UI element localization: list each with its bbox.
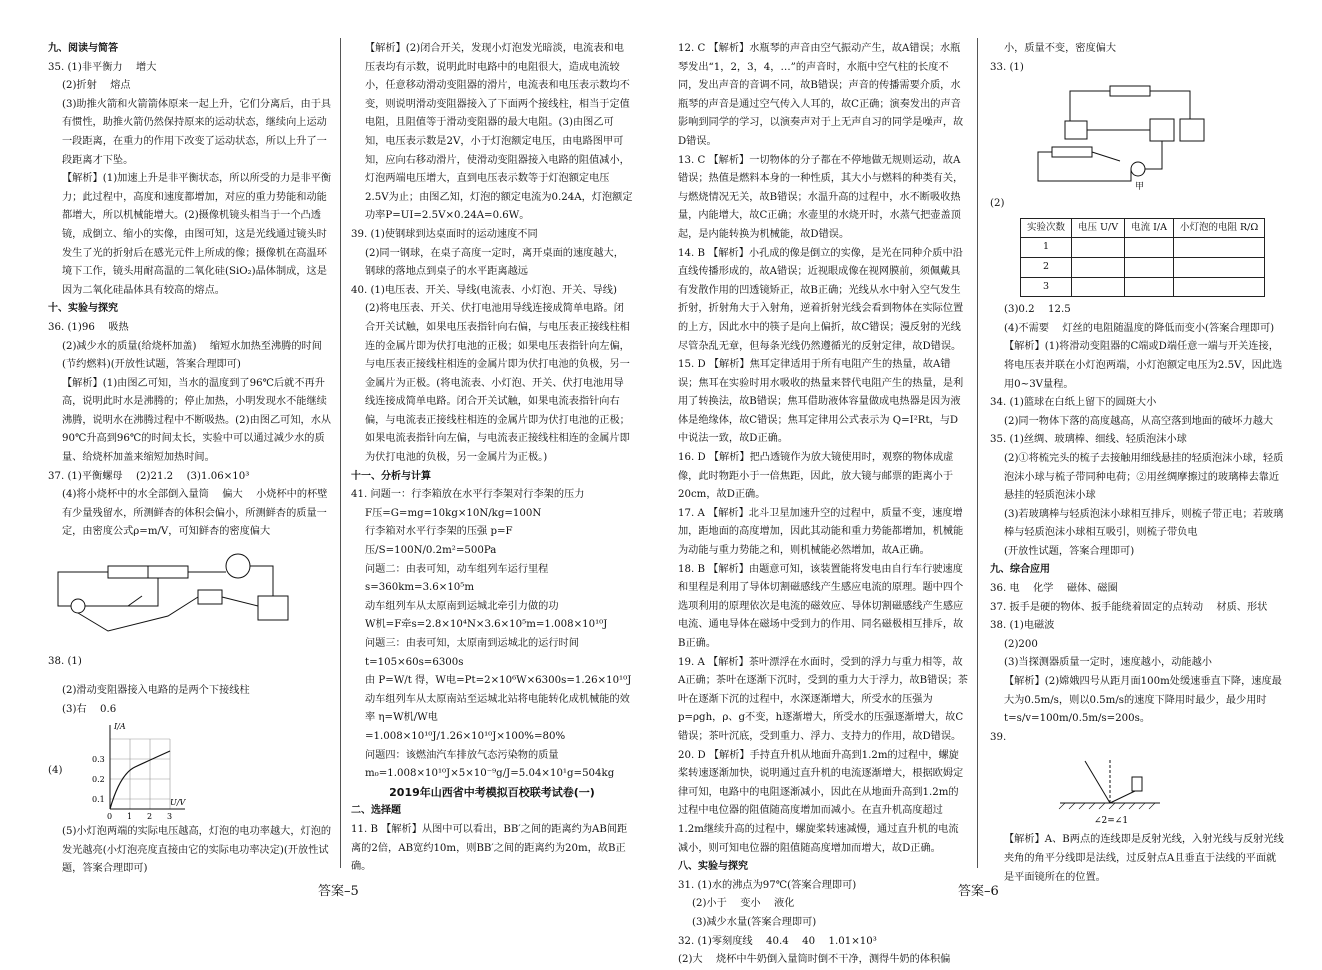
text-line: (2)小于 变小 液化: [692, 898, 795, 910]
text-line: 18. B 【解析】由题意可知，该装置能将发电由自行车行驶速度和里程是利用了导体切割磁感线产生感应电流的原理。题中四个选项利用的原理依次是电流的磁效应、导体切割磁感线产生感应电流、通电导体在磁场中受到力的作用、同名磁极相互排斥，故B正确。: [678, 563, 964, 649]
q38-4-label: (4): [48, 764, 63, 776]
text-line: 17. A 【解析】北斗卫星加速升空的过程中，质量不变，速度增加，距地面的高度增加，因此其动能和重力势能都增加，机械能为动能与重力势能之和，则机械能必然增加，故A正确。: [678, 507, 964, 557]
col1-text: [48, 40, 334, 542]
col1b-text: [48, 682, 334, 719]
graph-xtick: 2: [147, 812, 153, 822]
text-line: 35. (1)非平衡力 增大: [48, 61, 157, 73]
text-line: 16. D 【解析】把凸透镜作为放大镜使用时，观察的物体成虚像，此时物距小于一倍焦距，因此，放大镜与邮票的距离小于20cm，故D正确。: [678, 452, 954, 501]
text-line: (3)当探测器质量一定时，速度越小，动能越小: [1004, 657, 1212, 669]
text-line: 38. (1)电磁波: [990, 620, 1055, 632]
graph-ytick: 0.1: [92, 795, 106, 805]
text-line: W机=F牵s=2.8×10⁴N×3.6×10⁵m=1.008×10¹⁰J: [365, 619, 608, 631]
graph-xtick: 0: [107, 812, 113, 822]
text-line: (3)减少水量(答案合理即可): [692, 916, 817, 928]
graph-ytick: 0.3: [92, 755, 106, 765]
table-header-row: [1021, 218, 1265, 238]
text-line: 小，质量不变，密度偏大: [1004, 43, 1117, 54]
text-line: (2)①将梳完头的梳子去接触用细线悬挂的轻质泡沫小球，轻质泡沫小球与梳子带同种电荷；②用丝绸摩擦过的玻璃棒去靠近悬挂的轻质泡沫小球: [1004, 452, 1284, 502]
text-line: 34. (1)篮球在白纸上留下的圆斑大小: [990, 397, 1157, 409]
column-2: [351, 40, 633, 877]
text-line: (2)同一钢球，在桌子高度一定时，离开桌面的速度越大，钢球的落地点到桌子的水平距离越远: [365, 247, 624, 278]
text-line: 13. C 【解析】一切物体的分子都在不停地做无规则运动，故A错误；热值是燃料本身的一种性质，其大小与燃料的种类有关，与燃烧情况无关，故B错误；水温升高的过程中，水不断吸收热量，内能增大，故C正确；水壶里的水烧开时，水蒸气把壶盖顶起，是内能转换为机械能，故D错误。: [678, 154, 964, 240]
text-line: 14. B 【解析】小孔成的像是倒立的实像，是光在同种介质中沿直线传播形成的，故A错误；近视眼成像在视网膜前，须佩戴具有发散作用的凹透镜矫正，故B正确；光线从水中射入空气发生折射，折射角大于入射角，逆着折射光线会看到物体在实际位置的上方，因此水中的筷子是向上偏折，故C错误；漫反射的光线尽管杂乱无章，但每条光线仍然遵循光的反射定律，故D错误。: [678, 247, 964, 352]
text-line: 2019年山西省中考模拟百校联考试卷(一): [389, 785, 595, 799]
text-line: 行李箱对水平行李架的压强 p=F压/S=100N/0.2m²=500Pa: [365, 526, 513, 557]
col4b-text: [990, 301, 1286, 747]
text-line: 【解析】(1)由图乙可知，当水的温度到了96℃后就不再升高，说明此时水是沸腾的；停止加热，小明发现水不能继续沸腾，说明水在沸腾过程中不断吸热。(2)由图乙可知，水从90℃升高到96℃的时间太长，实验中可以通过减少水的质量、给烧杯加盖来缩短加热时间。: [62, 377, 332, 464]
text-line: 【解析】(1)将滑动变阻器的C端或D端任意一端与开关连接，将电压表并联在小灯泡两端，小灯泡额定电压为2.5V，因此选用0~3V量程。: [1004, 341, 1283, 390]
text-line: 40. (1)电压表、开关、导线(电流表、小灯泡、开关、导线): [351, 284, 617, 296]
page-footer-left: 答案–5: [318, 884, 359, 899]
text-line: 12. C 【解析】水瓶琴的声音由空气振动产生，故A错误；水瓶琴发出“1，2，3，4，…”的声音时，水瓶中空气柱的长度不同，发出声音的音调不同，故B错误；声音的传播需要介质，水瓶琴的声音是通过空气传入人耳的，故C正确；演奏发出的声音影响到同学的学习，以演奏声对于上无声自习的同学是噪声，故D错误。: [678, 43, 964, 147]
graph-xlabel: U/V: [170, 798, 186, 808]
text-line: 二、选择题: [351, 805, 401, 817]
col4a-text: [990, 40, 1286, 77]
col2-text: [351, 40, 633, 877]
mirror-caption: ∠2=∠1: [1094, 816, 1129, 827]
text-line: 39.: [990, 731, 1007, 743]
table-row: [1021, 257, 1265, 277]
text-line: (4)将小烧杯中的水全部倒入量筒 偏大 小烧杯中的杯壁有少量残留水，所测鲜杏的体积会偏小，所测鲜杏的质量一定，由密度公式ρ=m/V，可知鲜杏的密度偏大: [62, 489, 328, 538]
text-line: 问题四：该燃油汽车排放气态污染物的质量: [365, 749, 559, 761]
q33-2-label: (2): [990, 198, 1005, 210]
text-line: 19. A 【解析】茶叶漂浮在水面时，受到的浮力与重力相等，故A正确；茶叶在逐渐下沉时，受到的重力大于浮力，故B错误；茶叶在逐渐下沉的过程中，水深逐渐增大，所受水的压强为 p=ρgh，ρ、g不变，h逐渐增大，所受水的压强逐渐增大，故C错误；茶叶沉底，受到重力、浮力、支持力的作用，故D错误。: [678, 656, 968, 742]
circuit-figure-33: [990, 81, 1230, 191]
resistance-table: [1020, 218, 1265, 297]
text-line: F压=G=mg=10kg×10N/kg=100N: [365, 507, 542, 519]
text-line: (3)0.2 12.5: [1004, 304, 1071, 316]
col4c-text: [990, 831, 1286, 887]
text-line: 【解析】A、B两点的连线即是反射光线，入射光线与反射光线夹角的角平分线即是法线，过反射点A且垂直于法线的平面就是平面镜所在的位置。: [1004, 834, 1284, 883]
circuit-label: 甲: [1135, 182, 1145, 192]
text-line: 32. (1)零刻度线 40.4 40 1.01×10³: [678, 935, 877, 947]
text-line: 【解析】(2)闭合开关，发现小灯泡发光暗淡，电流表和电压表均有示数，说明此时电路中的电阻很大，造成电流较小，任意移动滑动变阻器的滑片，电流表和电压表示数均不变，则说明滑动变阻器接入了下面两个接线柱，相当于定值电阻，且阻值等于滑动变阻器的最大电阻。(3)由图乙可知，电压表示数是2V，小于灯泡额定电压，由电路图甲可知，应向右移动滑片，使滑动变阻器接入电路的阻值减小，灯泡两端电压增大，直到电压表示数等于灯泡额定电压2.5V为止；由图乙知，灯泡的额定电流为0.24A，灯泡额定功率P=UI=2.5V×0.24A=0.6W。: [365, 43, 633, 222]
text-line: 十一、分析与计算: [351, 470, 431, 482]
text-line: 由 P=W/t 得，W电=Pt=2×10⁶W×6300s=1.26×10¹⁰J: [365, 675, 632, 687]
text-line: (2)减少水的质量(给烧杯加盖) 缩短水加热至沸腾的时间(节约燃料)(开放性试题，答案合理即可): [62, 340, 322, 371]
text-line: (3)助推火箭和火箭箭体原来一起上升，它们分离后，由于具有惯性，助推火箭仍然保持原来的运动状态，继续向上运动一段距离，在重力的作用下改变了运动状态，所以上升了一段距离才下坠。: [62, 98, 332, 166]
graph-ylabel: I/A: [114, 722, 127, 732]
table-cell: 2: [1021, 257, 1072, 277]
text-line: s=360km=3.6×10⁵m: [365, 582, 475, 594]
iu-graph: [90, 719, 190, 823]
text-line: 九、综合应用: [990, 564, 1050, 576]
text-line: 问题二：由表可知，动车组列车运行里程: [365, 563, 549, 575]
table-header: 电压 U/V: [1072, 218, 1125, 238]
text-line: 动车组列车从太原南到运城北牵引力做的功: [365, 600, 559, 612]
column-divider: [977, 38, 978, 868]
col3-text: [678, 40, 968, 970]
column-divider: [340, 38, 341, 868]
column-4: [990, 40, 1286, 887]
text-line: 39. (1)使钢球到达桌面时的运动速度不同: [351, 228, 538, 240]
text-line: 问题三：由表可知，太原南到运城北的运行时间: [365, 638, 579, 649]
text-line: (开放性试题，答案合理即可): [1004, 545, 1135, 557]
text-line: m₀=1.008×10¹⁰J×5×10⁻⁹g/J=5.04×10¹g=504kg: [365, 768, 615, 780]
text-line: t=105×60s=6300s: [365, 656, 464, 668]
text-line: (2)大 烧杯中牛奶倒入量筒时倒不干净，测得牛奶的体积偏: [678, 954, 951, 966]
text-line: 15. D 【解析】焦耳定律适用于所有电阻产生的热量，故A错误；焦耳在实验时用水吸收的热量来替代电阻产生的热量，是利用了转换法，故B错误；焦耳借助液体容量做成电热器是因为液体是绝缘体，故C错误；焦耳定律用公式表示为 Q=I²Rt，与D中说法一致，故D正确。: [678, 359, 964, 445]
graph-xtick: 3: [167, 812, 173, 822]
text-line: (2)同一物体下落的高度越高，从高空落到地面的破坏力越大: [1004, 415, 1274, 427]
text-line: 33. (1): [990, 61, 1024, 73]
text-line: (3)若玻璃棒与轻质泡沫小球相互排斥，则梳子带正电；若玻璃棒与轻质泡沫小球相互吸引，则梳子带负电: [1004, 508, 1284, 539]
text-line: 36. 电 化学 磁体、磁圈: [990, 583, 1118, 595]
column-1: [48, 40, 334, 879]
text-line: 十、实验与探究: [48, 303, 118, 315]
text-line: (2)滑动变阻器接入电路的是两个下接线柱: [62, 685, 250, 697]
text-line: (3)右 0.6: [62, 703, 117, 715]
text-line: 11. B 【解析】从图中可以看出，BB′之间的距离约为AB间距离的2倍，AB宽约10m，则BB′之间的距离约为20m，故B正确。: [351, 823, 628, 873]
text-line: 36. (1)96 吸热: [48, 321, 129, 333]
table-row: [1021, 277, 1265, 297]
text-line: 八、实验与探究: [678, 861, 748, 873]
graph-ytick: 0.2: [92, 775, 106, 785]
graph-xtick: 1: [127, 812, 133, 822]
text-line: 【解析】(1)加速上升是非平衡状态，所以所受的力是非平衡力；此过程中，高度和速度都增加，对应的重力势能和动能都增大，所以机械能增大。(2)摄像机镜头相当于一个凸透镜，成倒立、缩小的实像，由图可知，这是光线通过镜头时发生了光的折射后在感光元件上所成的像；摄像机在高温环境下工作，镜头用耐高温的二氧化硅(SiO₂)晶体制成，这是因为二氧化硅晶体具有较高的熔点。: [62, 173, 332, 296]
text-line: 31. (1)水的沸点为97℃(答案合理即可): [678, 879, 857, 891]
text-line: 动车组列车从太原南站至运城北站将电能转化成机械能的效率 η=W机/W电=1.008×10¹⁰J/1.26×10¹⁰J×100%=80%: [365, 693, 630, 742]
table-header: 实验次数: [1021, 218, 1072, 238]
text-line: 37. (1)平衡螺母 (2)21.2 (3)1.06×10³: [48, 470, 250, 482]
table-row: [1021, 238, 1265, 258]
text-line: 41. 问题一：行李箱放在水平行李架对行李架的压力: [351, 489, 585, 501]
table-cell: 3: [1021, 277, 1072, 297]
q38-row: [48, 642, 334, 682]
text-line: 37. 扳手是硬的物体、扳手能绕着固定的点转动 材质、形状: [990, 601, 1268, 613]
text-line: (5)小灯泡两端的实际电压越高，灯泡的电功率越大，灯泡的发光越亮(小灯泡亮度直接由它的实际电功率决定)(开放性试题，答案合理即可): [62, 826, 332, 875]
page-footer-right: 答案–6: [958, 884, 999, 899]
text-line: 九、阅读与简答: [48, 43, 118, 54]
mirror-figure-39: [990, 751, 1250, 827]
text-line: (2)将电压表、开关、伏打电池用导线连接成简单电路。闭合开关试触，如果电压表指针向右偏，与电压表正接线柱相连的金属片即为伏打电池的正极；如果电压表指针向左偏，与电压表正接线柱相连的金属片即为伏打电池的负极，另一金属片为正极。(将电流表、小灯泡、开关、伏打电池用导线连接成简单电路。闭合开关试触，如果电流表指针向右偏，与电流表正接线柱相连的金属片即为伏打电池的正极；如果电流表指针向左偏，与电流表正接线柱相连的金属片即为伏打电池的负极，另一金属片为正极。): [365, 303, 630, 464]
table-header: 小灯泡的电阻 R/Ω: [1173, 218, 1264, 238]
text-line: (4)不需要 灯丝的电阻随温度的降低而变小(答案合理即可): [1004, 322, 1275, 334]
text-line: (2)200: [1004, 638, 1038, 650]
q38-label: 38. (1): [48, 655, 82, 667]
text-line: 【解析】(2)嫦娥四号从距月面100m处缓速垂直下降，速度最大为0.5m/s，则以0.5m/s的速度下降用时最少，最少用时 t=s/v=100m/0.5m/s=200s。: [1004, 676, 1282, 725]
table-cell: 1: [1021, 238, 1072, 258]
col1c-text: [48, 823, 334, 879]
column-3: [678, 40, 968, 970]
circuit-figure-37: [48, 546, 308, 638]
text-line: 20. D 【解析】手持直升机从地面升高到1.2m的过程中，螺旋桨转速逐渐加快，说明通过直升机的电流逐渐增大，根据欧姆定律可知，电路中的电阻逐渐减小，因此在从地面升高到1.2m的过程中电位器的阻值随高度增加而减小。在直升机高度超过1.2m继续升高的过程中，螺旋桨转速减慢，通过直升机的电流减小，则可知电位器的阻值随高度增加而增大，故D正确。: [678, 749, 964, 854]
table-header: 电流 I/A: [1125, 218, 1174, 238]
text-line: (2)折射 熔点: [62, 80, 131, 92]
text-line: 35. (1)丝绸、玻璃棒、细线、轻质泡沫小球: [990, 434, 1187, 446]
graph-row: [48, 719, 334, 823]
